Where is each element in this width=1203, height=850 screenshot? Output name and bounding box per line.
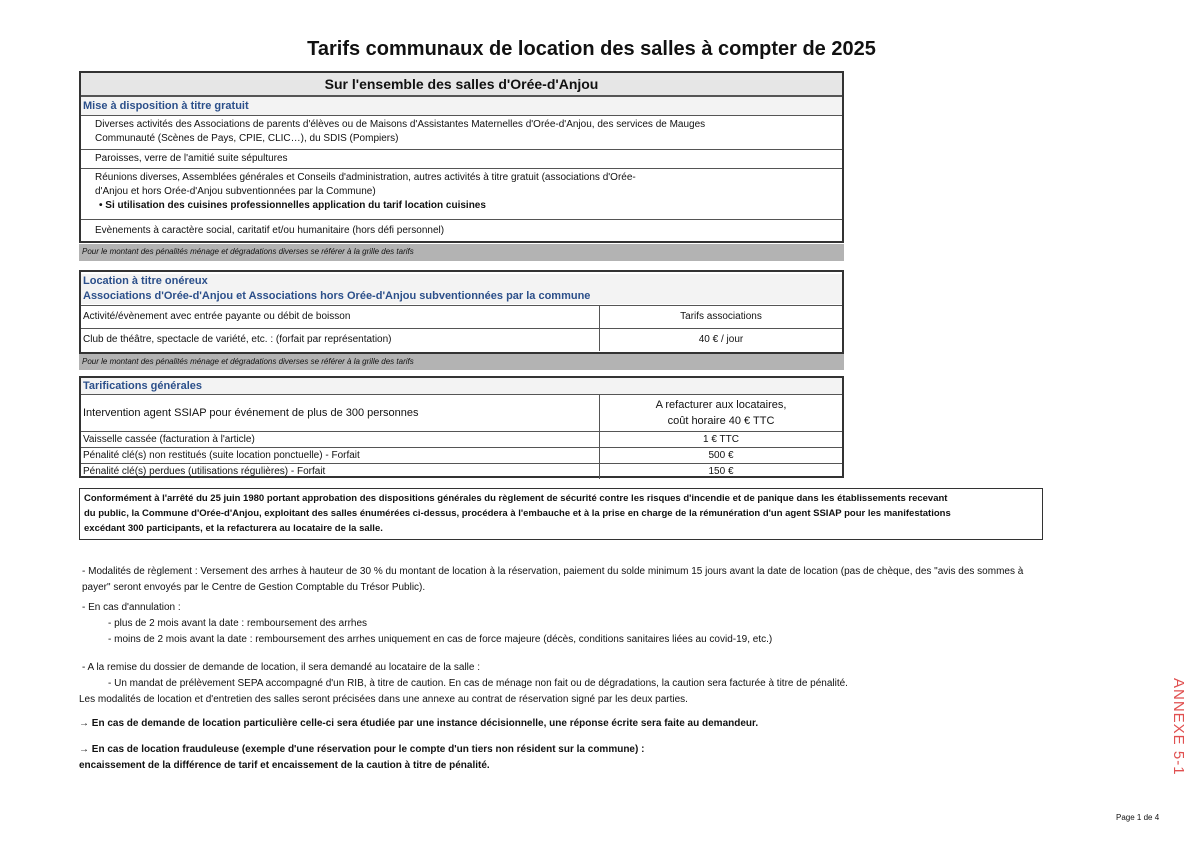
row-value: Tarifs associations [680,311,762,322]
row-text: Réunions diverses, Assemblées générales et Conseils d'administration, autres activités à titre gratuit (associations d'Orée- [95,172,636,183]
row-value [600,395,842,431]
row-text: Paroisses, verre de l'amitié suite sépultures [95,153,288,164]
table-row [81,329,842,351]
page-number: Page 1 de 4 [1116,813,1160,822]
row-label: Pénalité clé(s) perdues (utilisations régulières) - Forfait [81,464,600,479]
value-line: coût horaire 40 € TTC [667,415,775,427]
row-text: Evènements à caractère social, caritatif et/ou humanitaire (hors défi personnel) [95,225,445,236]
para-line: - A la remise du dossier de demande de location, il sera demandé au locataire de la salle : [82,662,481,673]
row-text: d'Anjou et hors Orée-d'Anjou subventionnées par la Commune) [95,186,376,197]
payment-terms [82,564,1142,596]
para-line: Les modalités de location et d'entretien des salles seront précisées dans une annexe au contrat de réservation signé par les deux parties. [79,694,688,705]
table-row [81,150,842,169]
file-submission-terms [79,660,1142,708]
para-line: - Un mandat de prélèvement SEPA accompagné d'un RIB, à titre de caution. En cas de ménage non fait ou de dégradations, la caution sera facturée à titre de pénalité. [108,678,848,689]
para-line: - Modalités de règlement : Versement des arrhes à hauteur de 30 % du montant de location à la réservation, paiement du solde minimum 15 jours avant la date de location (pas de chèque, des "avis des sommes à [82,566,1024,577]
cancellation-terms [82,600,1082,648]
section-subtitle-associations: Associations d'Orée-d'Anjou et Associations hors Orée-d'Anjou subventionnées par la commune [81,289,842,304]
para-line: - plus de 2 mois avant la date : remboursement des arrhes [108,618,368,629]
table-header: Sur l'ensemble des salles d'Orée-d'Anjou [81,73,842,97]
table-row [81,448,842,464]
section-title-general: Tarifications générales [81,378,842,395]
para-line: - En cas d'annulation : [82,602,181,613]
row-text: Communauté (Scènes de Pays, CPIE, CLIC…), du SDIS (Pompiers) [95,133,399,144]
section-header [81,272,842,306]
table-row [81,306,842,329]
para-line: - moins de 2 mois avant la date : remboursement des arrhes uniquement en cas de force majeure (décès, conditions sanitaires liées au covid-19, etc.) [108,634,773,645]
page-title: Tarifs communaux de location des salles à compter de 2025 [307,38,876,60]
para-line: encaissement de la différence de tarif et encaissement de la caution à titre de pénalité. [79,760,490,771]
table-row [81,116,842,150]
para-line: → En cas de location frauduleuse (exemple d'une réservation pour le compte d'un tiers non résident sur la commune) : [79,744,645,755]
row-text: Diverses activités des Associations de parents d'élèves ou de Maisons d'Assistantes Maternelles d'Orée-d'Anjou, des services de Mauges [95,119,706,130]
annex-label: ANNEXE 5-1 [1170,678,1187,776]
special-request-note: → En cas de demande de location particulière celle-ci sera étudiée par une instance décisionnelle, une réponse écrite sera faite au demandeur. [79,718,759,729]
ssiap-regulation-box [79,488,1043,540]
table-row [81,395,842,432]
para-line: payer" seront envoyés par le Centre de Gestion Comptable du Trésor Public). [82,582,426,593]
section-title-paid: Location à titre onéreux [81,274,842,289]
bullet-note: • Si utilisation des cuisines professionnelles application du tarif location cuisines [99,200,486,211]
penalty-note: Pour le montant des pénalités ménage et dégradations diverses se référer à la grille des tarifs [79,354,844,370]
row-label: Vaisselle cassée (facturation à l'article) [81,432,600,447]
free-provision-table [79,71,844,243]
table-row [81,464,842,479]
row-value: 1 € TTC [703,434,739,445]
row-value: 500 € [708,450,734,461]
section-title-free: Mise à disposition à titre gratuit [81,97,842,116]
box-line: Conformément à l'arrêté du 25 juin 1980 portant approbation des dispositions générales du règlement de sécurité contre les risques d'incendie et de panique dans les établissements recevant [84,493,948,504]
table-row [81,432,842,448]
paid-rental-table [79,270,844,354]
box-line: excédant 300 participants, et la refacturera au locataire de la salle. [84,523,383,534]
table-row [81,220,842,242]
penalty-note: Pour le montant des pénalités ménage et dégradations diverses se référer à la grille des tarifs [79,244,844,261]
row-label: Intervention agent SSIAP pour événement de plus de 300 personnes [81,395,600,431]
general-rates-table [79,376,844,478]
table-row [81,169,842,220]
box-line: du public, la Commune d'Orée-d'Anjou, exploitant des salles énumérées ci-dessus, procédera à l'embauche et à la prise en charge de la rémunération d'un agent SSIAP pour les manifestations [84,508,951,519]
value-line: A refacturer aux locataires, [655,399,787,411]
row-value: 40 € / jour [698,334,744,345]
row-value: 150 € [708,466,734,477]
row-label: Activité/évènement avec entrée payante ou débit de boisson [81,306,600,328]
row-label: Pénalité clé(s) non restitués (suite location ponctuelle) - Forfait [81,448,600,463]
fraud-note [79,742,1139,774]
row-label: Club de théâtre, spectacle de variété, etc. : (forfait par représentation) [81,329,600,351]
